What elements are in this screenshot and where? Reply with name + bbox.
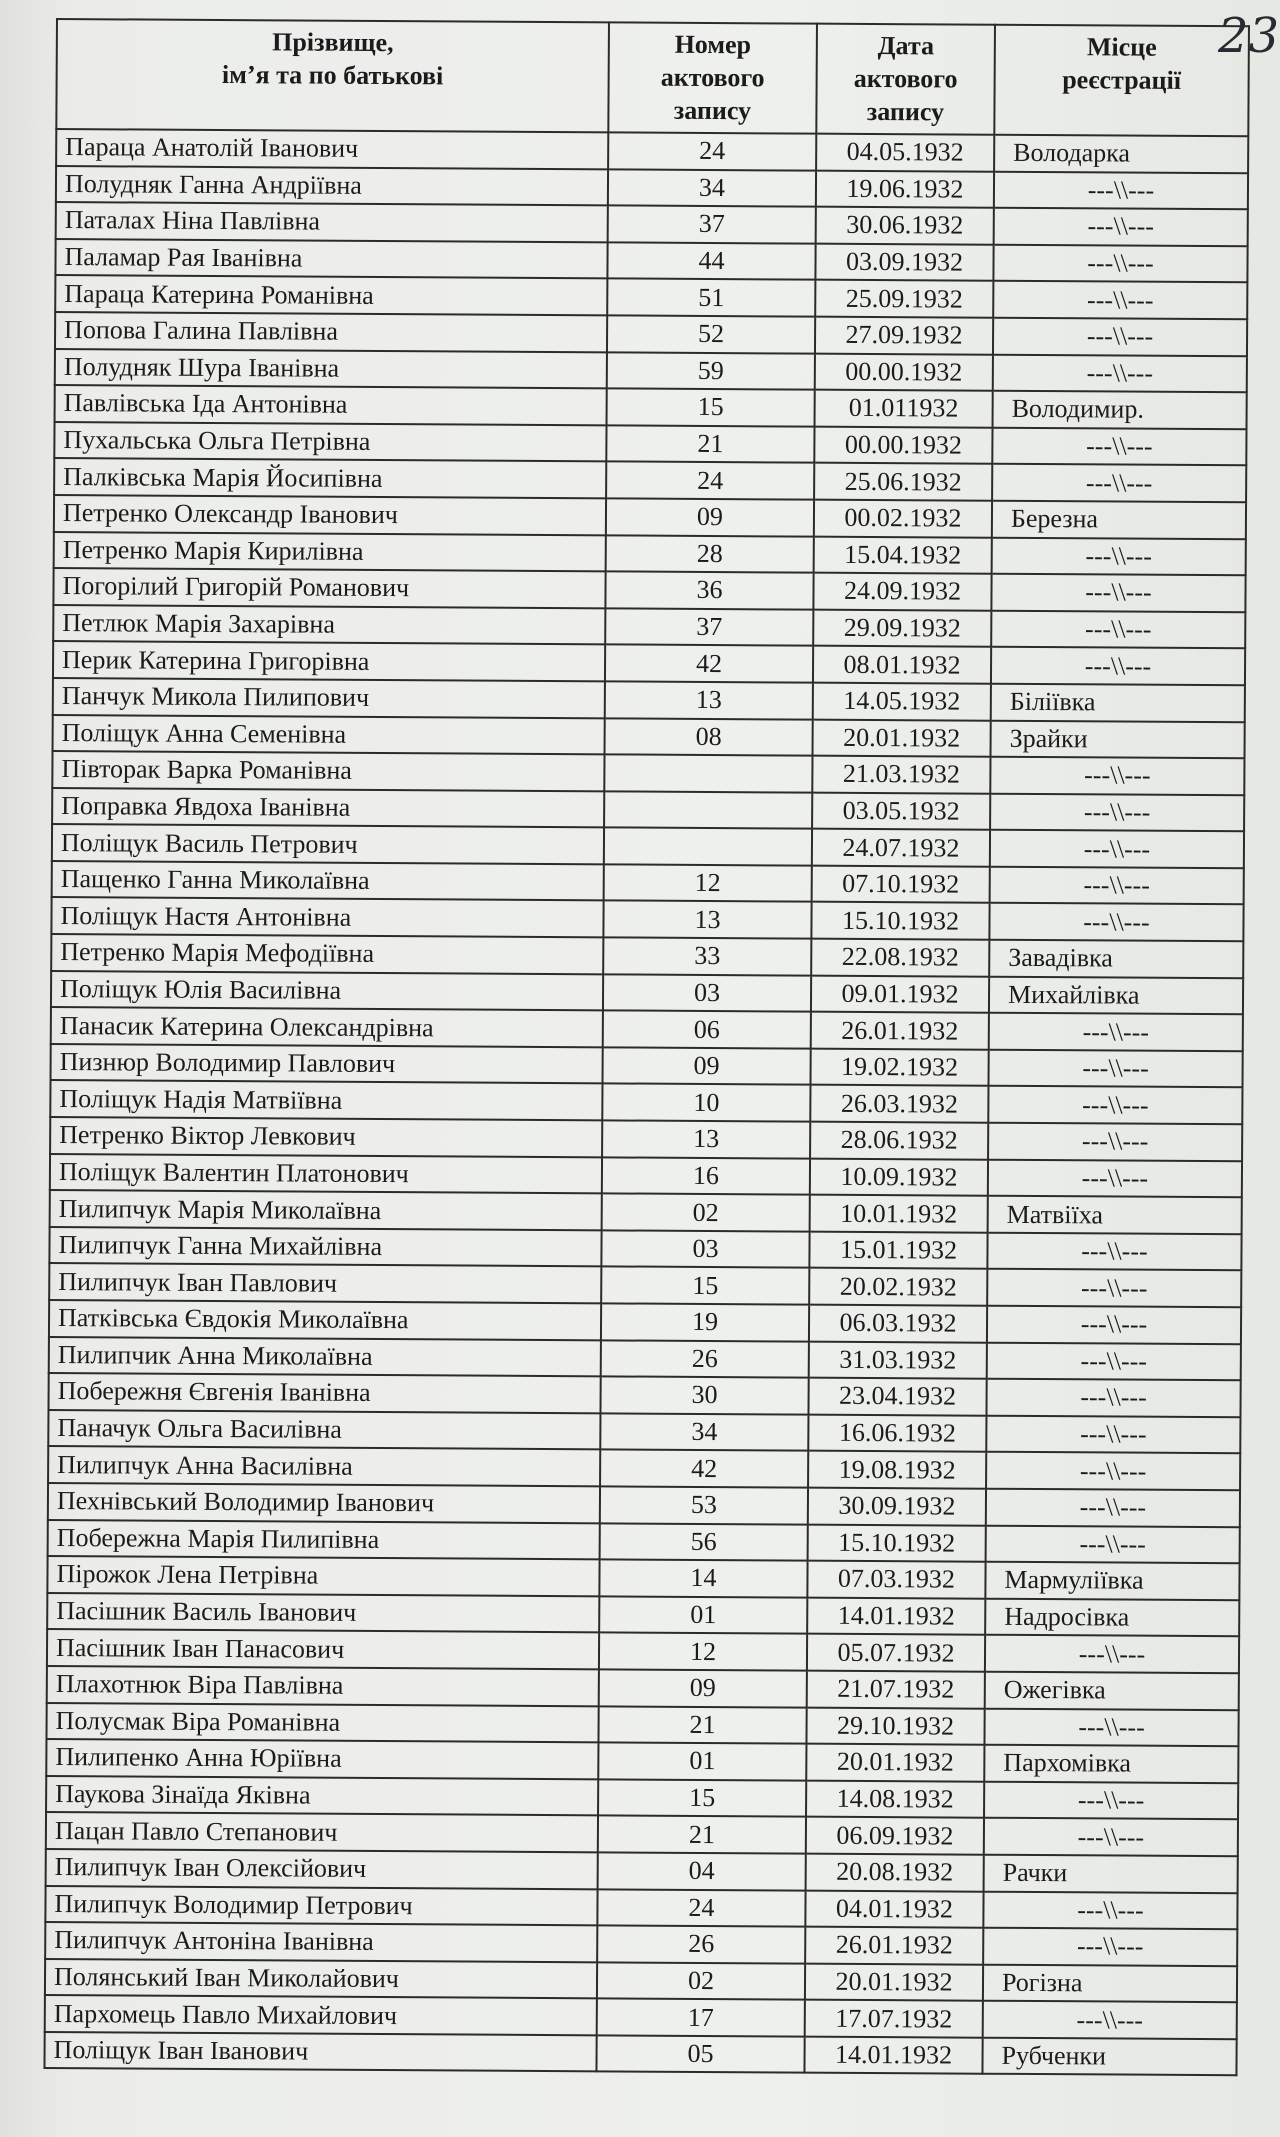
record-date-cell: 07.03.1932 xyxy=(807,1561,985,1599)
name-cell: Паначук Ольга Василівна xyxy=(48,1410,600,1450)
registration-place-cell: Рачки xyxy=(984,1855,1238,1893)
registration-place-cell: Надросівка xyxy=(985,1598,1239,1636)
registration-place-cell: ---\\--- xyxy=(987,1306,1241,1344)
name-cell: Пехнівський Володимир Іванович xyxy=(48,1483,600,1523)
name-cell: Пилипенко Анна Юріївна xyxy=(46,1739,598,1779)
header-record-date xyxy=(816,24,995,135)
registration-place-cell: Ожегівка xyxy=(985,1672,1239,1710)
name-cell: Полудняк Шура Іванівна xyxy=(55,349,607,389)
record-number-cell: 09 xyxy=(599,1669,807,1707)
registration-place-cell: Березна xyxy=(992,501,1246,539)
record-date-cell: 19.02.1932 xyxy=(810,1048,988,1086)
name-cell: Паламар Рая Іванівна xyxy=(55,239,607,279)
record-number-cell: 26 xyxy=(601,1340,809,1378)
record-date-cell: 20.01.1932 xyxy=(805,1963,983,2001)
name-cell: Пилипчук Володимир Петрович xyxy=(45,1885,597,1925)
name-cell: Пасішник Іван Панасович xyxy=(47,1629,599,1669)
header-name xyxy=(56,19,609,132)
name-cell: Петренко Віктор Левкович xyxy=(50,1117,602,1157)
record-number-cell: 02 xyxy=(602,1194,810,1232)
record-number-cell: 44 xyxy=(607,242,815,280)
name-cell: Побережня Євгенія Іванівна xyxy=(48,1373,600,1413)
registration-place-cell: ---\\--- xyxy=(987,1342,1241,1380)
table-header-row xyxy=(56,19,1249,136)
registration-place-cell: ---\\--- xyxy=(986,1415,1240,1453)
record-number-cell: 13 xyxy=(603,901,811,939)
registration-place-cell: ---\\--- xyxy=(990,757,1244,795)
record-number-cell: 21 xyxy=(598,1816,806,1854)
record-number-cell: 37 xyxy=(608,206,816,244)
registration-place-cell: Михайлівка xyxy=(989,976,1243,1014)
record-number-cell: 16 xyxy=(602,1157,810,1195)
registration-place-cell: ---\\--- xyxy=(993,245,1247,283)
record-date-cell: 09.01.1932 xyxy=(811,975,989,1013)
name-cell: Півторак Варка Романівна xyxy=(52,751,604,791)
record-date-cell: 15.10.1932 xyxy=(811,902,989,940)
name-cell: Плахотнюк Віра Павлівна xyxy=(47,1666,599,1706)
record-number-cell: 13 xyxy=(605,681,813,719)
record-date-cell: 16.06.1932 xyxy=(808,1414,986,1452)
name-cell: Поліщук Василь Петрович xyxy=(52,824,604,864)
name-cell: Пилипчик Анна Миколаївна xyxy=(49,1337,601,1377)
record-number-cell: 37 xyxy=(605,608,813,646)
record-number-cell: 14 xyxy=(599,1560,807,1598)
registration-place-cell: ---\\--- xyxy=(987,1233,1241,1271)
name-cell: Пірожок Лена Петрівна xyxy=(47,1556,599,1596)
record-number-cell: 24 xyxy=(608,132,816,170)
record-number-cell: 04 xyxy=(598,1852,806,1890)
name-cell: Попова Галина Павлівна xyxy=(55,312,607,352)
record-date-cell: 26.03.1932 xyxy=(810,1085,988,1123)
record-number-cell: 15 xyxy=(601,1267,809,1305)
registration-place-cell: ---\\--- xyxy=(991,574,1245,612)
record-number-cell: 52 xyxy=(607,315,815,353)
record-date-cell: 03.05.1932 xyxy=(812,792,990,830)
registration-place-cell: ---\\--- xyxy=(994,208,1248,246)
record-number-cell xyxy=(604,791,812,829)
record-date-cell: 15.04.1932 xyxy=(814,536,992,574)
registration-place-cell: ---\\--- xyxy=(986,1452,1240,1490)
name-cell: Пащенко Ганна Миколаївна xyxy=(52,861,604,901)
registration-place-cell: ---\\--- xyxy=(990,793,1244,831)
record-date-cell: 23.04.1932 xyxy=(808,1378,986,1416)
record-number-cell: 42 xyxy=(605,645,813,683)
name-cell: Палківська Марія Йосипівна xyxy=(54,458,606,498)
registration-place-cell: ---\\--- xyxy=(988,1086,1242,1124)
record-number-cell: 53 xyxy=(600,1486,808,1524)
record-number-cell: 09 xyxy=(602,1047,810,1085)
registration-place-cell: Пархомівка xyxy=(984,1745,1238,1783)
record-date-cell: 27.09.1932 xyxy=(815,317,993,355)
name-cell: Поліщук Анна Семенівна xyxy=(53,714,605,754)
record-number-cell: 12 xyxy=(604,864,812,902)
record-date-cell: 05.07.1932 xyxy=(807,1634,985,1672)
record-date-cell: 20.02.1932 xyxy=(809,1268,987,1306)
name-cell: Пилипчук Іван Олексійович xyxy=(46,1849,598,1889)
record-number-cell: 42 xyxy=(600,1450,808,1488)
record-date-cell: 01.011932 xyxy=(815,390,993,428)
registration-place-cell: Матвіїха xyxy=(988,1196,1242,1234)
name-cell: Пизнюр Володимир Павлович xyxy=(51,1044,603,1084)
registration-place-cell: ---\\--- xyxy=(993,318,1247,356)
record-number-cell: 03 xyxy=(603,974,811,1012)
record-date-cell: 24.09.1932 xyxy=(813,573,991,611)
record-number-cell xyxy=(604,828,812,866)
record-number-cell: 33 xyxy=(603,937,811,975)
registration-place-cell: Рубченки xyxy=(982,2038,1236,2076)
registration-place-cell: ---\\--- xyxy=(986,1379,1240,1417)
registration-place-cell: ---\\--- xyxy=(991,647,1245,685)
record-number-cell: 06 xyxy=(603,1011,811,1049)
name-cell: Побережна Марія Пилипівна xyxy=(48,1520,600,1560)
name-cell: Пилипчук Іван Павлович xyxy=(49,1263,601,1303)
record-number-cell xyxy=(604,754,812,792)
record-date-cell: 20.01.1932 xyxy=(806,1744,984,1782)
registration-place-cell: ---\\--- xyxy=(988,1159,1242,1197)
record-date-cell: 07.10.1932 xyxy=(812,866,990,904)
header-registration-place xyxy=(994,25,1249,137)
name-cell: Петренко Марія Мефодіївна xyxy=(51,934,603,974)
registration-place-cell: Володимир. xyxy=(993,391,1247,429)
record-number-cell: 30 xyxy=(600,1377,808,1415)
record-date-cell: 06.03.1932 xyxy=(809,1305,987,1343)
record-number-cell: 03 xyxy=(601,1230,809,1268)
registration-place-cell: ---\\--- xyxy=(992,427,1246,465)
record-number-cell: 26 xyxy=(597,1925,805,1963)
header-record-number xyxy=(608,22,817,133)
record-date-cell: 14.01.1932 xyxy=(804,2036,982,2074)
record-date-cell: 15.01.1932 xyxy=(809,1231,987,1269)
registration-place-cell: ---\\--- xyxy=(983,1891,1237,1929)
handwritten-page-number: 23 xyxy=(1218,8,1280,64)
record-date-cell: 17.07.1932 xyxy=(805,2000,983,2038)
name-cell: Пилипчук Ганна Михайлівна xyxy=(49,1227,601,1267)
record-date-cell: 20.08.1932 xyxy=(806,1854,984,1892)
record-number-cell: 15 xyxy=(607,389,815,427)
name-cell: Пасішник Василь Іванович xyxy=(47,1593,599,1633)
name-cell: Полудняк Ганна Андріївна xyxy=(56,166,608,206)
record-number-cell: 24 xyxy=(606,462,814,500)
record-number-cell: 56 xyxy=(600,1523,808,1561)
record-date-cell: 26.01.1932 xyxy=(805,1927,983,1965)
record-number-cell: 13 xyxy=(602,1120,810,1158)
record-date-cell: 00.00.1932 xyxy=(815,353,993,391)
registration-place-cell: ---\\--- xyxy=(986,1489,1240,1527)
record-number-cell: 28 xyxy=(606,535,814,573)
registration-place-cell: ---\\--- xyxy=(990,867,1244,905)
record-number-cell: 24 xyxy=(597,1889,805,1927)
name-cell: Параца Анатолій Іванович xyxy=(56,129,608,169)
registration-place-cell: ---\\--- xyxy=(986,1525,1240,1563)
record-date-cell: 10.01.1932 xyxy=(810,1195,988,1233)
record-date-cell: 25.06.1932 xyxy=(814,463,992,501)
record-date-cell: 31.03.1932 xyxy=(809,1341,987,1379)
record-date-cell: 04.05.1932 xyxy=(816,134,994,172)
name-cell: Паталах Ніна Павлівна xyxy=(56,202,608,242)
name-cell: Петренко Марія Кирилівна xyxy=(54,532,606,572)
name-cell: Пилипчук Анна Василівна xyxy=(48,1446,600,1486)
name-cell: Поліщук Валентин Платонович xyxy=(50,1154,602,1194)
record-date-cell: 10.09.1932 xyxy=(810,1158,988,1196)
name-cell: Петлюк Марія Захарівна xyxy=(53,605,605,645)
name-cell: Поліщук Настя Антонівна xyxy=(51,897,603,937)
registration-place-cell: ---\\--- xyxy=(991,610,1245,648)
name-cell: Пилипчук Марія Миколаївна xyxy=(50,1190,602,1230)
record-date-cell: 20.01.1932 xyxy=(813,719,991,757)
record-date-cell: 04.01.1932 xyxy=(805,1890,983,1928)
record-number-cell: 10 xyxy=(602,1084,810,1122)
name-cell: Пухальська Ольга Петрівна xyxy=(54,422,606,462)
record-date-cell: 24.07.1932 xyxy=(812,829,990,867)
name-cell: Погорілий Григорій Романович xyxy=(53,568,605,608)
record-number-cell: 19 xyxy=(601,1303,809,1341)
record-date-cell: 03.09.1932 xyxy=(815,243,993,281)
registration-place-cell: ---\\--- xyxy=(990,830,1244,868)
record-number-cell: 02 xyxy=(597,1962,805,2000)
record-date-cell: 15.10.1932 xyxy=(808,1524,986,1562)
record-date-cell: 00.02.1932 xyxy=(814,500,992,538)
name-cell: Поліщук Іван Іванович xyxy=(44,2032,596,2072)
record-number-cell: 01 xyxy=(599,1596,807,1634)
name-cell: Паукова Зінаїда Яківна xyxy=(46,1776,598,1816)
birth-registry-table xyxy=(43,18,1250,2077)
record-number-cell: 05 xyxy=(596,2035,804,2073)
header-registration-place-label: Місце реєстрації xyxy=(1062,32,1182,95)
record-date-cell: 00.00.1932 xyxy=(814,426,992,464)
registration-place-cell: Біліївка xyxy=(991,684,1245,722)
registration-place-cell: ---\\--- xyxy=(989,1013,1243,1051)
registration-place-cell: Володарка xyxy=(994,135,1248,173)
header-record-date-label: Дата актового запису xyxy=(853,31,958,127)
registration-place-cell: ---\\--- xyxy=(994,171,1248,209)
record-date-cell: 22.08.1932 xyxy=(811,939,989,977)
record-date-cell: 30.09.1932 xyxy=(808,1488,986,1526)
registration-place-cell: ---\\--- xyxy=(984,1708,1238,1746)
record-date-cell: 08.01.1932 xyxy=(813,646,991,684)
record-number-cell: 59 xyxy=(607,352,815,390)
record-number-cell: 34 xyxy=(600,1413,808,1451)
record-date-cell: 19.06.1932 xyxy=(816,170,994,208)
record-number-cell: 21 xyxy=(598,1706,806,1744)
record-number-cell: 51 xyxy=(607,279,815,317)
registration-place-cell: ---\\--- xyxy=(988,1123,1242,1161)
name-cell: Панчук Микола Пилипович xyxy=(53,678,605,718)
record-date-cell: 25.09.1932 xyxy=(815,280,993,318)
name-cell: Полянський Іван Миколайович xyxy=(45,1959,597,1999)
record-number-cell: 36 xyxy=(605,571,813,609)
name-cell: Патківська Євдокія Миколаївна xyxy=(49,1300,601,1340)
registration-place-cell: ---\\--- xyxy=(993,354,1247,392)
record-date-cell: 14.08.1932 xyxy=(806,1780,984,1818)
registration-place-cell: Рогізна xyxy=(983,1964,1237,2002)
record-date-cell: 14.05.1932 xyxy=(813,683,991,721)
registration-place-cell: Мармуліївка xyxy=(985,1562,1239,1600)
record-number-cell: 08 xyxy=(605,718,813,756)
record-number-cell: 21 xyxy=(606,425,814,463)
registration-place-cell: Зрайки xyxy=(991,720,1245,758)
record-date-cell: 29.10.1932 xyxy=(806,1707,984,1745)
name-cell: Пилипчук Антоніна Іванівна xyxy=(45,1922,597,1962)
name-cell: Павлівська Іда Антонівна xyxy=(55,385,607,425)
record-date-cell: 28.06.1932 xyxy=(810,1122,988,1160)
record-date-cell: 21.03.1932 xyxy=(812,756,990,794)
name-cell: Пархомець Павло Михайлович xyxy=(45,1995,597,2035)
record-date-cell: 19.08.1932 xyxy=(808,1451,986,1489)
record-number-cell: 34 xyxy=(608,169,816,207)
registration-place-cell: ---\\--- xyxy=(988,1050,1242,1088)
header-name-label: Прізвище, ім’я та по батькові xyxy=(221,27,444,91)
record-number-cell: 09 xyxy=(606,498,814,536)
record-number-cell: 15 xyxy=(598,1779,806,1817)
record-number-cell: 17 xyxy=(597,1999,805,2037)
registration-place-cell: ---\\--- xyxy=(992,464,1246,502)
registration-place-cell: ---\\--- xyxy=(989,903,1243,941)
record-date-cell: 14.01.1932 xyxy=(807,1597,985,1635)
name-cell: Поправка Явдоха Іванівна xyxy=(52,788,604,828)
name-cell: Перик Катерина Григорівна xyxy=(53,641,605,681)
record-date-cell: 26.01.1932 xyxy=(811,1012,989,1050)
registration-place-cell: ---\\--- xyxy=(984,1781,1238,1819)
registration-place-cell: ---\\--- xyxy=(987,1269,1241,1307)
record-number-cell: 01 xyxy=(598,1742,806,1780)
name-cell: Поліщук Юлія Василівна xyxy=(51,971,603,1011)
registration-place-cell: ---\\--- xyxy=(993,281,1247,319)
registration-place-cell: ---\\--- xyxy=(985,1635,1239,1673)
table-row xyxy=(44,2032,1236,2076)
record-date-cell: 21.07.1932 xyxy=(807,1671,985,1709)
record-date-cell: 29.09.1932 xyxy=(813,609,991,647)
name-cell: Пацан Павло Степанович xyxy=(46,1812,598,1852)
registration-place-cell: ---\\--- xyxy=(984,1818,1238,1856)
name-cell: Панасик Катерина Олександрівна xyxy=(51,1007,603,1047)
registration-place-cell: ---\\--- xyxy=(983,1928,1237,1966)
name-cell: Параца Катерина Романівна xyxy=(55,275,607,315)
record-date-cell: 06.09.1932 xyxy=(806,1817,984,1855)
record-number-cell: 12 xyxy=(599,1633,807,1671)
registration-place-cell: ---\\--- xyxy=(992,537,1246,575)
registration-place-cell: Завадівка xyxy=(989,940,1243,978)
registration-place-cell: ---\\--- xyxy=(983,2001,1237,2039)
name-cell: Петренко Олександр Іванович xyxy=(54,495,606,535)
record-date-cell: 30.06.1932 xyxy=(816,207,994,245)
name-cell: Поліщук Надія Матвіївна xyxy=(50,1080,602,1120)
name-cell: Полусмак Віра Романівна xyxy=(46,1703,598,1743)
header-record-number-label: Номер актового запису xyxy=(660,29,765,126)
